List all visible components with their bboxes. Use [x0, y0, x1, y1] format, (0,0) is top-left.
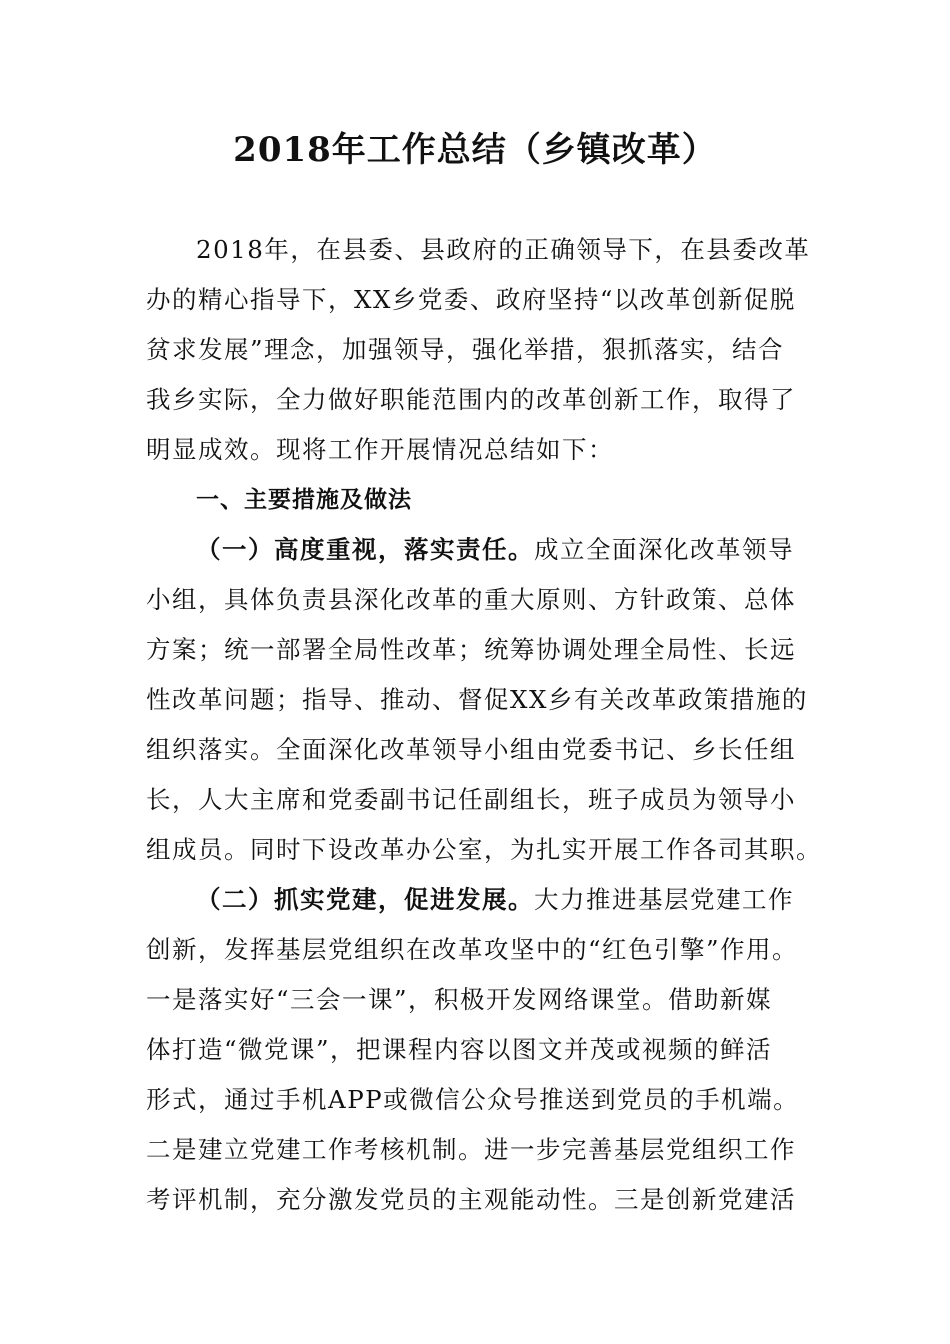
- item2-first-rest: 大力推进基层党建工作: [534, 885, 794, 914]
- intro-line-2: 办的精心指导下，XX乡党委、政府坚持“以改革创新促脱: [146, 285, 796, 314]
- document-title: 2018年工作总结（乡镇改革）: [233, 130, 717, 170]
- intro-line-3: 贫求发展”理念，加强领导，强化举措，狠抓落实，结合: [146, 335, 785, 364]
- item1-lead: （一）高度重视，落实责任。: [196, 535, 534, 564]
- item2-lead: （二）抓实党建，促进发展。: [196, 885, 534, 914]
- item1-line-3: 方案；统一部署全局性改革；统筹协调处理全局性、长远: [146, 635, 796, 664]
- intro-line-4: 我乡实际，全力做好职能范围内的改革创新工作，取得了: [146, 385, 796, 414]
- intro-line-1: 2018年，在县委、县政府的正确领导下，在县委改革: [196, 235, 811, 264]
- item1-line-6: 长，人大主席和党委副书记任副组长，班子成员为领导小: [146, 785, 796, 814]
- item1-line-2: 小组，具体负责县深化改革的重大原则、方针政策、总体: [146, 585, 796, 614]
- item2-line-3: 一是落实好“三会一课”，积极开发网络课堂。借助新媒: [146, 985, 773, 1014]
- item1-line-5: 组织落实。全面深化改革领导小组由党委书记、乡长任组: [146, 735, 796, 764]
- item1-first-rest: 成立全面深化改革领导: [534, 535, 794, 564]
- item1-line-1: [196, 535, 816, 565]
- item1-line-4: 性改革问题；指导、推动、督促XX乡有关改革政策措施的: [146, 685, 808, 714]
- intro-line-5: 明显成效。现将工作开展情况总结如下：: [146, 435, 614, 464]
- item2-line-1: [196, 885, 816, 915]
- section-heading: 一、主要措施及做法: [196, 487, 412, 513]
- item2-line-7: 考评机制，充分激发党员的主观能动性。三是创新党建活: [146, 1185, 796, 1214]
- item2-line-2: 创新，发挥基层党组织在改革攻坚中的“红色引擎”作用。: [146, 935, 799, 964]
- item2-line-6: 二是建立党建工作考核机制。进一步完善基层党组织工作: [146, 1135, 796, 1164]
- item2-line-4: 体打造“微党课”，把课程内容以图文并茂或视频的鲜活: [146, 1035, 773, 1064]
- item1-line-7: 组成员。同时下设改革办公室，为扎实开展工作各司其职。: [146, 835, 822, 864]
- item2-line-5: 形式，通过手机APP或微信公众号推送到党员的手机端。: [146, 1085, 800, 1114]
